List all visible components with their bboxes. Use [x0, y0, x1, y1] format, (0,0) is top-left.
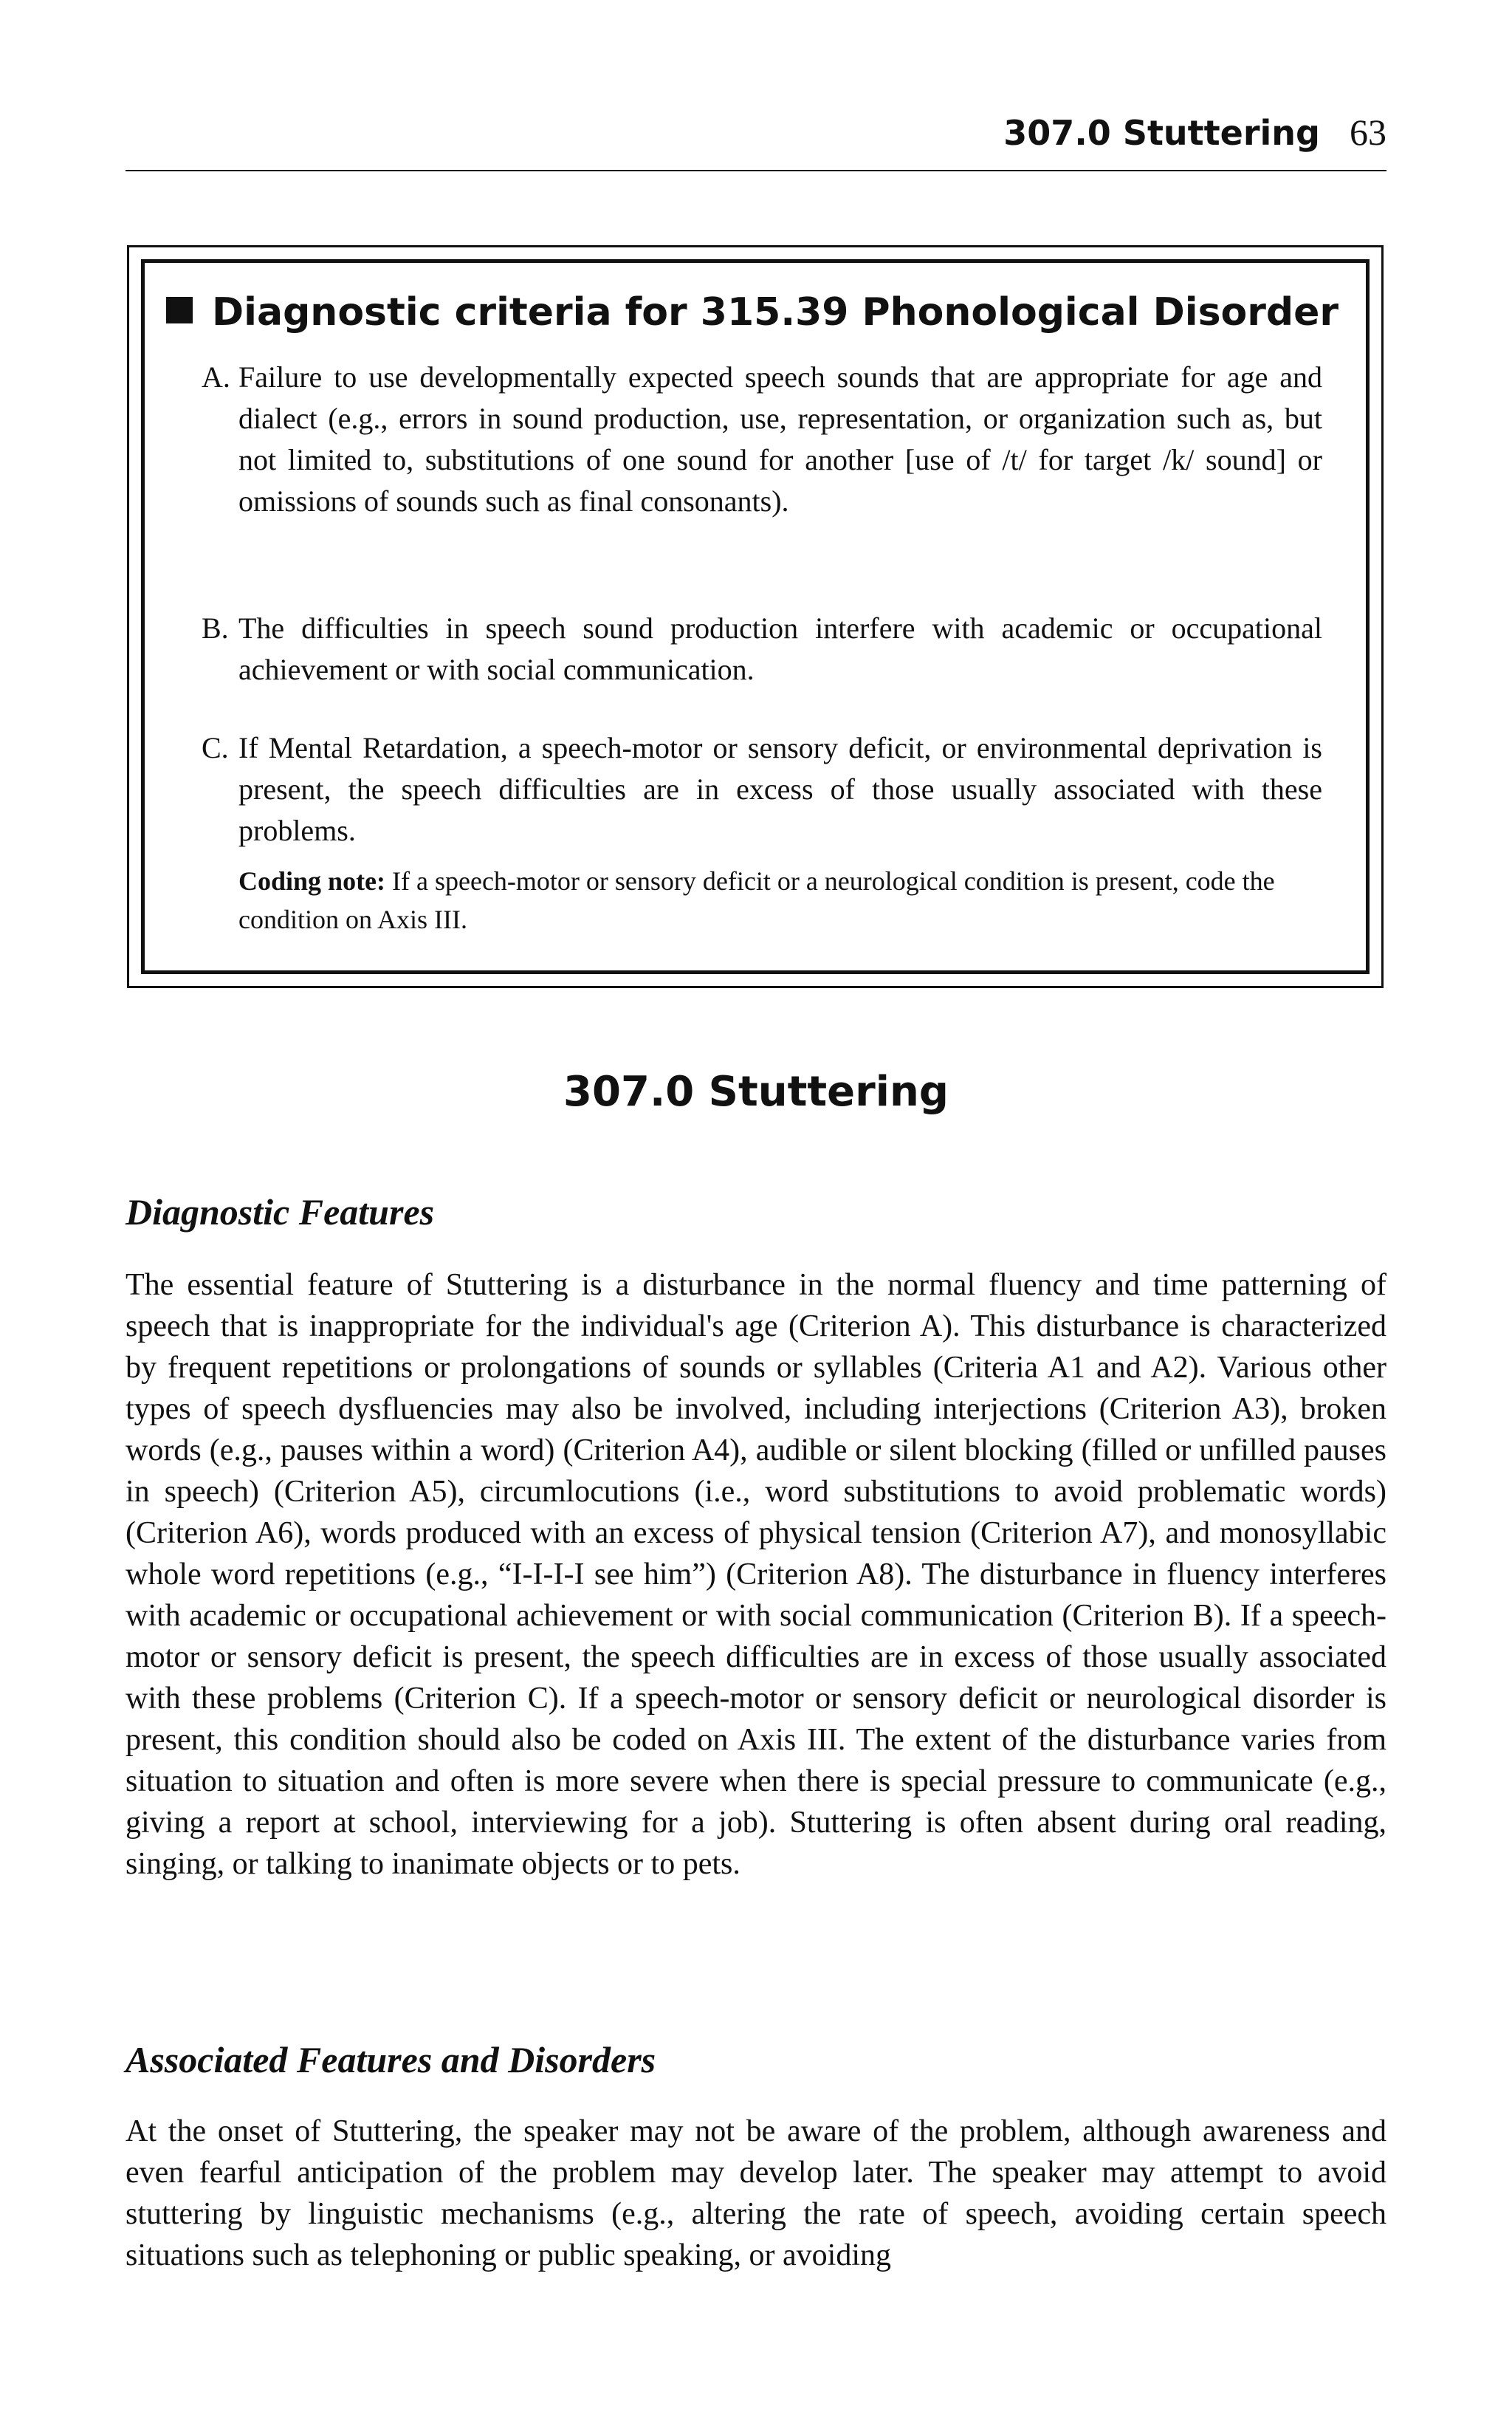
- criteria-title: [166, 290, 1339, 335]
- coding-note-text: If a speech-motor or sensory deficit or a neurological condition is present, code the condition on Axis III.: [238, 866, 1275, 934]
- coding-note: [238, 862, 1322, 939]
- criteria-box: [127, 245, 1384, 988]
- running-title: 307.0 Stuttering: [1003, 113, 1320, 153]
- section-title: 307.0 Stuttering: [563, 1068, 949, 1116]
- criteria-title-text: Diagnostic criteria for 315.39 Phonological Disorder: [212, 290, 1339, 335]
- criterion-text: If Mental Retardation, a speech-motor or sensory deficit, or environmental deprivation is present, the speech difficulties are in excess of those usually associated with these problems.: [238, 731, 1322, 847]
- diagnostic-features-heading: Diagnostic Features: [126, 1191, 435, 1233]
- running-header: [126, 111, 1386, 171]
- criterion-letter: A.: [202, 360, 230, 394]
- diagnostic-features-paragraph: The essential feature of Stuttering is a disturbance in the normal fluency and time patterning of speech that is inappropriate for the individual's age (Criterion A). This disturbance is characterized by frequent repetitions or prolongations of sounds or syllables (Criteria A1 and A2). Various other types of speech dysfluencies may also be involved, including interjections (Criterion A3), broken words (e.g., pauses within a word) (Criterion A4), audible or silent blocking (filled or unfilled pauses in speech) (Criterion A5), circumlocutions (i.e., word substitutions to avoid problematic words) (Criterion A6), words produced with an excess of physical tension (Criterion A7), and monosyllabic whole word repetitions (e.g., “I-I-I-I see him”) (Criterion A8). The disturbance in fluency interferes with academic or occupational achievement or with social communication (Criterion B). If a speech-motor or sensory deficit is present, the speech difficulties are in excess of those usually associated with these problems (Criterion C). If a speech-motor or sensory deficit or neurological disorder is present, this condition should also be coded on Axis III. The extent of the disturbance varies from situation to situation and often is more severe when there is special pressure to communicate (e.g., giving a report at school, interviewing for a job). Stuttering is often absent during oral reading, singing, or talking to inanimate objects or to pets.: [126, 1268, 1386, 1881]
- criterion-a: [202, 357, 1322, 522]
- criterion-letter: B.: [202, 611, 229, 645]
- associated-features-heading: Associated Features and Disorders: [126, 2039, 656, 2080]
- criterion-letter: C.: [202, 731, 229, 764]
- associated-features-paragraph: At the onset of Stuttering, the speaker may not be aware of the problem, although awareness and even fearful anticipation of the problem may develop later. The speaker may attempt to avoid stuttering by linguistic mechanisms (e.g., altering the rate of speech, avoiding certain speech situations such as telephoning or public speaking, or avoiding: [126, 2114, 1386, 2272]
- criterion-b: [202, 608, 1322, 691]
- criterion-text: The difficulties in speech sound production interfere with academic or occupational achievement or with social communication.: [238, 611, 1322, 686]
- page-number: 63: [1350, 112, 1386, 153]
- criterion-c: [202, 727, 1322, 851]
- coding-note-label: Coding note:: [238, 866, 386, 896]
- criterion-text: Failure to use developmentally expected speech sounds that are appropriate for age and dialect (e.g., errors in sound production, use, representation, or organization such as, but not limited to, substitutions of one sound for another [use of /t/ for target /k/ sound] or omissions of sounds such as final consonants).: [238, 360, 1322, 518]
- square-bullet-icon: [166, 297, 193, 323]
